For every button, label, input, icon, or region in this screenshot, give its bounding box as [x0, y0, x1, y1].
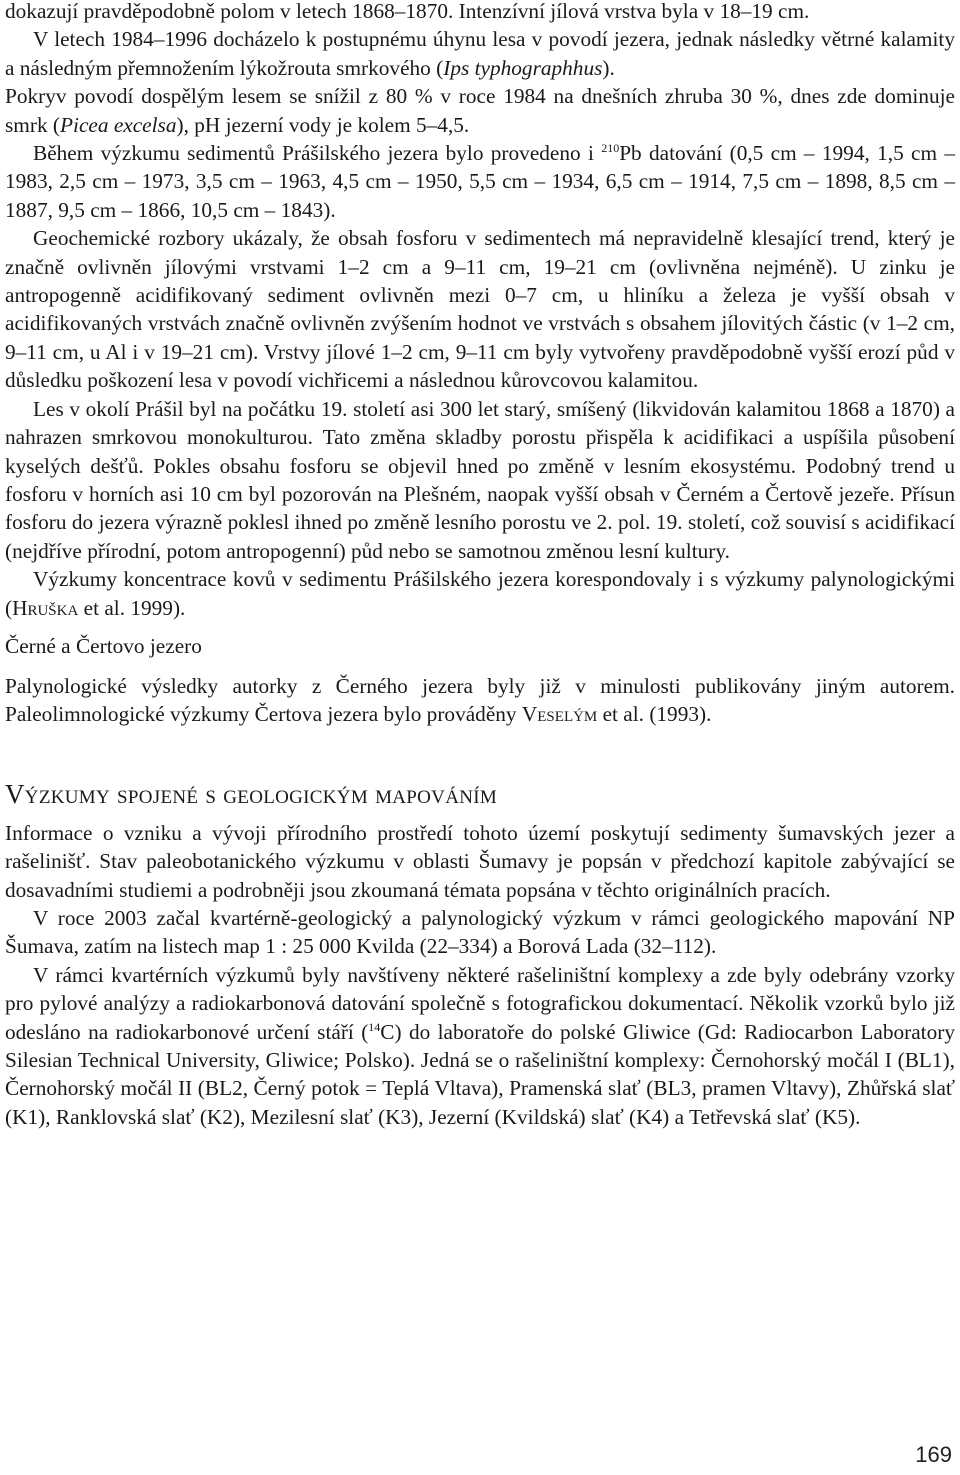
- paragraph-7-text: Výzkumy koncentrace kovů v sedimentu Prášilského jezera korespondovaly i s výzkumy palynologickými (: [5, 567, 955, 620]
- paragraph-9: [5, 819, 955, 904]
- paragraph-2-end: ).: [602, 55, 615, 80]
- paragraph-3-text: Pokryv povodí dospělým lesem se snížil z 80 % v roce 1984 na dnešních zhruba 30 %, dnes zde dominuje smrk (: [5, 84, 955, 137]
- species-name-ips: Ips typhographhus: [443, 55, 603, 80]
- isotope-superscript-14: 14: [368, 1019, 381, 1034]
- paragraph-11-text: V rámci kvartérních výzkumů byly navštíveny některé rašeliništní komplexy a zde byly odebrány vzorky pro pylové analýzy a radiokarbonová datování společně s fotografickou dokumentací. Několik vzorků bylo již odesláno na radiokarbonové určení stáří (: [5, 962, 955, 1044]
- paragraph-11: [5, 961, 955, 1131]
- paragraph-10-text: V roce 2003 začal kvartérně-geologický a palynologický výzkum v rámci geologického mapování NP Šumava, zatím na listech map 1 : 25 000 Kvilda (22–334) a Borová Lada (32–112).: [5, 905, 955, 959]
- paragraph-1-text: dokazují pravděpodobně polom v letech 1868–1870. Intenzívní jílová vrstva byla v 18–19 cm.: [5, 0, 810, 23]
- paragraph-1: [5, 0, 955, 25]
- paragraph-8-text: Palynologické výsledky autorky z Černého jezera byly již v minulosti publikovány jiným autorem. Paleolimnologické výzkumy Čertova jezera bylo prováděny: [5, 673, 955, 727]
- paragraph-4-end: Pb datování (0,5 cm – 1994, 1,5 cm – 1983, 2,5 cm – 1973, 3,5 cm – 1963, 4,5 cm – 1950, 5,5 cm – 1934, 6,5 cm – 1914, 7,5 cm – 1898, 8,5 cm – 1887, 9,5 cm – 1866, 10,5 cm – 1843).: [5, 141, 955, 222]
- paragraph-6: [5, 395, 955, 565]
- paragraph-5: [5, 224, 955, 394]
- paragraph-5-text: Geochemické rozbory ukázaly, že obsah fosforu v sedimentech má nepravidelně klesající trend, který je značně ovlivněn jílovými vrstvami 1–2 cm a 9–11 cm, 19–21 cm (ovlivněna nejméně). U zinku je antropogenně acidifikovaný sediment ovlivněn mezi 0–7 cm, u hliníku a železa je vyšší obsah v acidifikovaných vrstvách značně ovlivněn zvýšením hodnot ve vrstvách s obsahem jílovitých částic (v 1–2 cm, 9–11 cm, u Al i v 19–21 cm). Vrstvy jílové 1–2 cm, 9–11 cm byly vytvořeny pravděpodobně vyšší erozí půd v důsledku poškození lesa v povodí vichřicemi a následnou kůrovcovou kalamitou.: [5, 226, 955, 393]
- paragraph-2-text: V letech 1984–1996 docházelo k postupnému úhynu lesa v povodí jezera, jednak následky větrné kalamity a následným přemnožením lýkožrouta smrkového (: [5, 27, 955, 80]
- paragraph-7-end: et al. 1999).: [78, 595, 186, 620]
- author-citation-hruska: Hruška: [12, 595, 79, 620]
- subsection-heading: Černé a Čertovo jezero: [5, 633, 202, 658]
- section-heading: Výzkumy spojené s geologickým mapováním: [5, 778, 498, 809]
- page-number: 169: [915, 1442, 952, 1467]
- paragraph-9-text: Informace o vzniku a vývoji přírodního prostředí tohoto území poskytují sedimenty šumavských jezer a rašelinišť. Stav paleobotanického výzkumu v oblasti Šumavy je popsán v předchozí kapitole zabývající se dosavadními studiemi a podrobněji jsou zkoumaná témata popsána v těchto originálních pracích.: [5, 820, 955, 902]
- paragraph-11-end: C) do laboratoře do polské Gliwice (Gd: Radiocarbon Laboratory Silesian Technical University, Gliwice; Polsko). Jedná se o rašeliništní komplexy: Černohorský močál I (BL1), Černohorský močál II (BL2, Černý potok = Teplá Vltava), Pramenská slať (BL3, pramen Vltavy), Zhůřská slať (K1), Ranklovská slať (K2), Mezilesní slať (K3), Jezerní (Kvildská) slať (K4) a Tetřevská slať (K5).: [5, 1019, 955, 1129]
- isotope-superscript-210: 210: [601, 141, 620, 156]
- paragraph-8: [5, 672, 955, 729]
- paragraph-4-text: Během výzkumu sedimentů Prášilského jezera bylo provedeno i: [33, 141, 602, 166]
- paragraph-2: [5, 25, 955, 82]
- paragraph-6-text: Les v okolí Prášil byl na počátku 19. století asi 300 let starý, smíšený (likvidován kalamitou 1868 a 1870) a nahrazen smrkovou monokulturou. Tato změna skladby porostu přispěla k acidifikaci a uspíšila působení kyselých dešťů. Pokles obsahu fosforu se objevil hned po změně v lesním ekosystému. Podobný trend u fosforu v horních asi 10 cm byl pozorován na Plešném, naopak vyšší obsah v Černém a Čertově jezeře. Přísun fosforu do jezera výrazně poklesl ihned po změně lesního porostu ve 2. pol. 19. století, což souvisí s acidifikací (nejdříve přírodní, potom antropogenní) půd nebo se samotnou změnou lesní kultury.: [5, 396, 955, 563]
- paragraph-10: [5, 904, 955, 961]
- paragraph-8-end: et al. (1993).: [597, 702, 712, 727]
- paragraph-7: [5, 565, 955, 622]
- paragraph-3: [5, 82, 955, 139]
- paragraph-4: [5, 139, 955, 224]
- species-name-picea: Picea excelsa: [60, 112, 177, 137]
- document-page: [5, 0, 955, 1131]
- paragraph-3-end: ), pH jezerní vody je kolem 5–4,5.: [176, 112, 470, 137]
- author-citation-vesely: Veselým: [521, 702, 598, 727]
